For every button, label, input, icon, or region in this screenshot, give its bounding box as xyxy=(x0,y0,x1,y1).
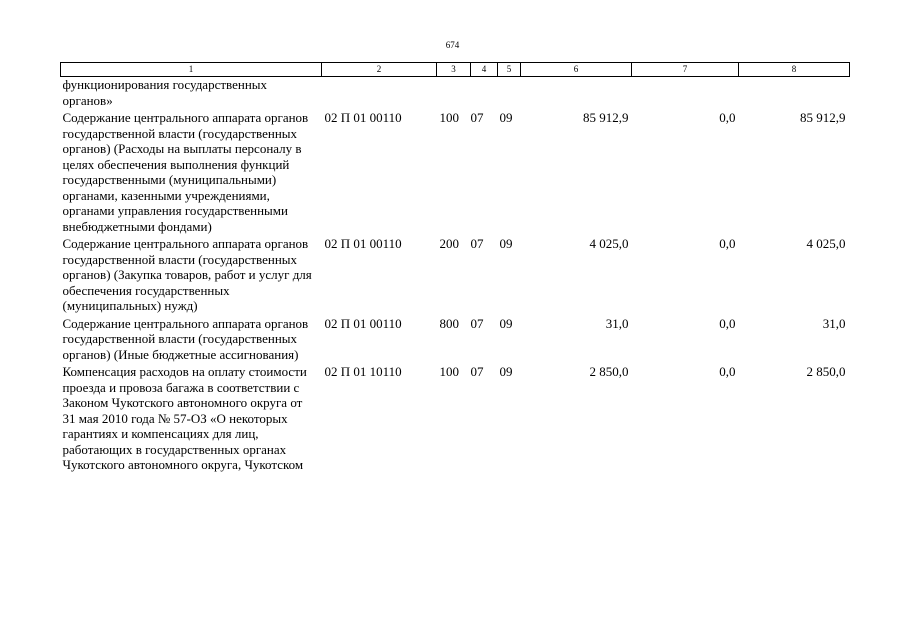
row-section: 07 xyxy=(470,315,484,331)
row-subsection: 09 xyxy=(499,236,513,251)
row-target-code: 02 П 01 10110 xyxy=(324,364,402,379)
table-body xyxy=(61,77,850,475)
page-number: 674 xyxy=(445,40,460,50)
row-result: 31,0 xyxy=(822,315,846,331)
row-subsection: 09 xyxy=(499,110,513,125)
row-name: Компенсация расходов на оплату стоимости проезда и провоза багажа в соответствии с Законом Чукотского автономного округа от 31 мая 2010 года № 57-ОЗ «О некоторых гарантиях и компенсациях для лиц, работающих в государственных органах Чукотского автономного округа, Чукотском xyxy=(62,364,307,472)
table-row xyxy=(61,110,850,236)
table-row xyxy=(61,77,850,111)
row-target-code xyxy=(322,77,437,111)
row-name: Содержание центрального аппарата органов государственной власти (государственных органов) (Иные бюджетные ассигнования) xyxy=(62,315,309,362)
row-amount: 4 025,0 xyxy=(589,236,629,251)
row-section: 07 xyxy=(470,364,484,379)
row-section xyxy=(471,77,498,111)
row-result xyxy=(739,77,850,111)
header-col-3: 3 xyxy=(437,63,471,77)
row-target-code: 02 П 01 00110 xyxy=(324,236,402,251)
row-section: 07 xyxy=(470,236,484,251)
table-row xyxy=(61,236,850,316)
row-result: 4 025,0 xyxy=(806,236,846,251)
row-result: 85 912,9 xyxy=(800,110,846,125)
header-row xyxy=(61,63,850,77)
row-expense-type: 800 xyxy=(439,315,459,331)
header-col-8: 8 xyxy=(739,63,850,77)
row-section: 07 xyxy=(470,110,484,125)
row-target-code: 02 П 01 00110 xyxy=(324,315,402,331)
table-header xyxy=(61,63,850,77)
row-target-code: 02 П 01 00110 xyxy=(324,110,402,125)
row-amount: 2 850,0 xyxy=(589,364,629,379)
header-col-5: 5 xyxy=(498,63,521,77)
row-change: 0,0 xyxy=(719,364,736,379)
row-subsection: 09 xyxy=(499,315,513,331)
row-amount: 85 912,9 xyxy=(583,110,629,125)
row-expense-type: 100 xyxy=(439,110,459,125)
row-change: 0,0 xyxy=(719,110,736,125)
header-col-7: 7 xyxy=(632,63,739,77)
header-col-6: 6 xyxy=(521,63,632,77)
row-subsection: 09 xyxy=(499,364,513,379)
row-expense-type: 100 xyxy=(439,364,459,379)
table-row xyxy=(61,316,850,365)
row-amount xyxy=(521,77,632,111)
row-expense-type xyxy=(437,77,471,111)
row-result: 2 850,0 xyxy=(806,364,846,379)
row-name: Содержание центрального аппарата органов государственной власти (государственных органов) (Расходы на выплаты персоналу в целях обеспечения выполнения функций государственными (муниципальными) органами, казенными учреждениями, органами управления государственными внебюджетными фондами) xyxy=(62,110,309,234)
header-col-2: 2 xyxy=(322,63,437,77)
row-name: Содержание центрального аппарата органов государственной власти (государственных органов) (Закупка товаров, работ и услуг для обеспечения государственных (муниципальных) нужд) xyxy=(62,236,312,313)
header-col-4: 4 xyxy=(471,63,498,77)
budget-table xyxy=(60,62,850,475)
table-row xyxy=(61,364,850,475)
row-change xyxy=(632,77,739,111)
row-expense-type: 200 xyxy=(439,236,459,251)
row-change: 0,0 xyxy=(719,315,736,331)
header-col-1: 1 xyxy=(61,63,322,77)
row-amount: 31,0 xyxy=(605,315,629,331)
row-subsection xyxy=(498,77,521,111)
row-name: функционирования государственных органов» xyxy=(62,77,268,108)
row-change: 0,0 xyxy=(719,236,736,251)
